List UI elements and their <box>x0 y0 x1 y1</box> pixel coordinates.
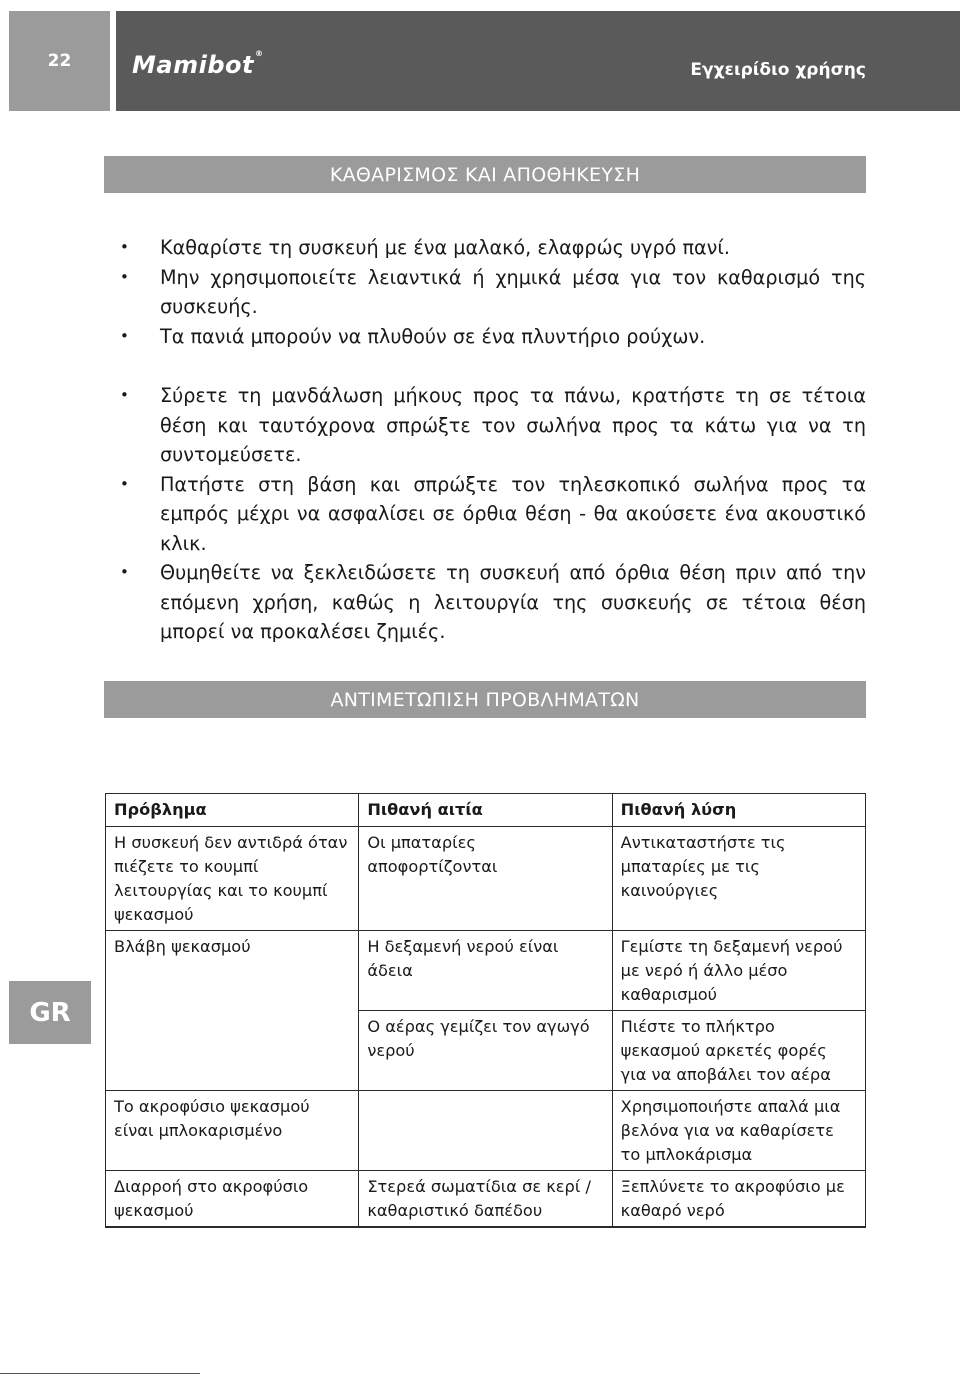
solution-cell: Ξεπλύνετε το ακροφύσιο με καθαρό νερό <box>612 1171 865 1228</box>
table-row <box>106 931 866 1011</box>
footer-rule <box>0 1373 200 1374</box>
storage-bullet-list <box>120 381 866 647</box>
bullet-text: Σύρετε τη μανδάλωση μήκους προς τα πάνω, κρατήστε τη σε τέτοια θέση και ταυτόχρονα σπρώξτε τον σωλήνα προς τα κάτω για να τη συντομεύσετε. <box>160 384 866 466</box>
brand-logo <box>132 51 262 79</box>
bullet-text: Μην χρησιμοποιείτε λειαντικά ή χημικά μέσα για τον καθαρισμό της συσκευής. <box>160 265 866 318</box>
bullet-item <box>120 322 866 352</box>
problem-cell: Η συσκευή δεν αντιδρά όταν πιέζετε το κουμπί λειτουργίας και το κουμπί ψεκασμού <box>106 827 359 931</box>
problem-cell: Το ακροφύσιο ψεκασμού είναι μπλοκαρισμένο <box>106 1091 359 1171</box>
cause-cell <box>359 1091 612 1171</box>
bullet-icon: • <box>120 326 129 345</box>
bullet-icon: • <box>120 267 129 286</box>
bullet-item <box>120 263 866 322</box>
bullet-text: Τα πανιά μπορούν να πλυθούν σε ένα πλυντήριο ρούχων. <box>160 324 706 348</box>
cleaning-bullet-list <box>120 233 866 351</box>
brand-name: Mamibot <box>132 51 254 79</box>
column-header-problem: Πρόβλημα <box>106 794 359 827</box>
language-tab <box>9 981 91 1044</box>
cause-cell: Οι μπαταρίες αποφορτίζονται <box>359 827 612 931</box>
bullet-text: Καθαρίστε τη συσκευή με ένα μαλακό, ελαφρώς υγρό πανί. <box>160 236 730 259</box>
table-header-row <box>106 794 866 827</box>
cause-cell: Ο αέρας γεμίζει τον αγωγό νερού <box>359 1011 612 1091</box>
section-heading-troubleshooting: ΑΝΤΙΜΕΤΩΠΙΣΗ ΠΡΟΒΛΗΜΑΤΩΝ <box>104 681 866 718</box>
language-code: GR <box>29 997 71 1028</box>
bullet-item <box>120 381 866 470</box>
page-number-text: 22 <box>47 51 72 71</box>
bullet-text: Θυμηθείτε να ξεκλειδώσετε τη συσκευή από όρθια θέση πριν από την επόμενη χρήση, καθώς η λειτουργία της συσκευής σε τέτοια θέση μπορεί να προκαλέσει ζημιές. <box>160 561 866 643</box>
bullet-icon: • <box>120 563 129 581</box>
cause-cell: Η δεξαμενή νερού είναι άδεια <box>359 931 612 1011</box>
bullet-icon: • <box>120 386 129 404</box>
table-row <box>106 1091 866 1171</box>
header-bar <box>116 11 960 111</box>
table-row <box>106 827 866 931</box>
solution-cell: Χρησιμοποιήστε απαλά μια βελόνα για να καθαρίσετε το μπλοκάρισμα <box>612 1091 865 1171</box>
bullet-text: Πατήστε στη βάση και σπρώξτε τον τηλεσκοπικό σωλήνα προς τα εμπρός μέχρι να ασφαλίσει σε όρθια θέση - θα ακούσετε ένα ακουστικό κλικ. <box>160 472 866 555</box>
table-row <box>106 1171 866 1228</box>
column-header-cause: Πιθανή αιτία <box>359 794 612 827</box>
column-header-solution: Πιθανή λύση <box>612 794 865 827</box>
problem-cell: Βλάβη ψεκασμού <box>106 931 359 1091</box>
cause-cell: Στερεά σωματίδια σε κερί / καθαριστικό δαπέδου <box>359 1171 612 1228</box>
manual-title: Εγχειρίδιο χρήσης <box>690 60 866 80</box>
bullet-item <box>120 470 866 559</box>
bullet-icon: • <box>120 238 129 256</box>
solution-cell: Γεμίστε τη δεξαμενή νερού με νερό ή άλλο μέσο καθαρισμού <box>612 931 865 1011</box>
page-number <box>9 11 110 111</box>
bullet-icon: • <box>120 474 129 493</box>
solution-cell: Αντικαταστήστε τις μπαταρίες με τις καινούργιες <box>612 827 865 931</box>
solution-cell: Πιέστε το πλήκτρο ψεκασμού αρκετές φορές για να αποβάλει τον αέρα <box>612 1011 865 1091</box>
bullet-item <box>120 558 866 647</box>
troubleshooting-table <box>105 793 866 1228</box>
bullet-item <box>120 233 866 263</box>
section-heading-cleaning: ΚΑΘΑΡΙΣΜΟΣ ΚΑΙ ΑΠΟΘΗΚΕΥΣΗ <box>104 156 866 193</box>
registered-mark: ® <box>254 49 264 58</box>
problem-cell: Διαρροή στο ακροφύσιο ψεκασμού <box>106 1171 359 1228</box>
